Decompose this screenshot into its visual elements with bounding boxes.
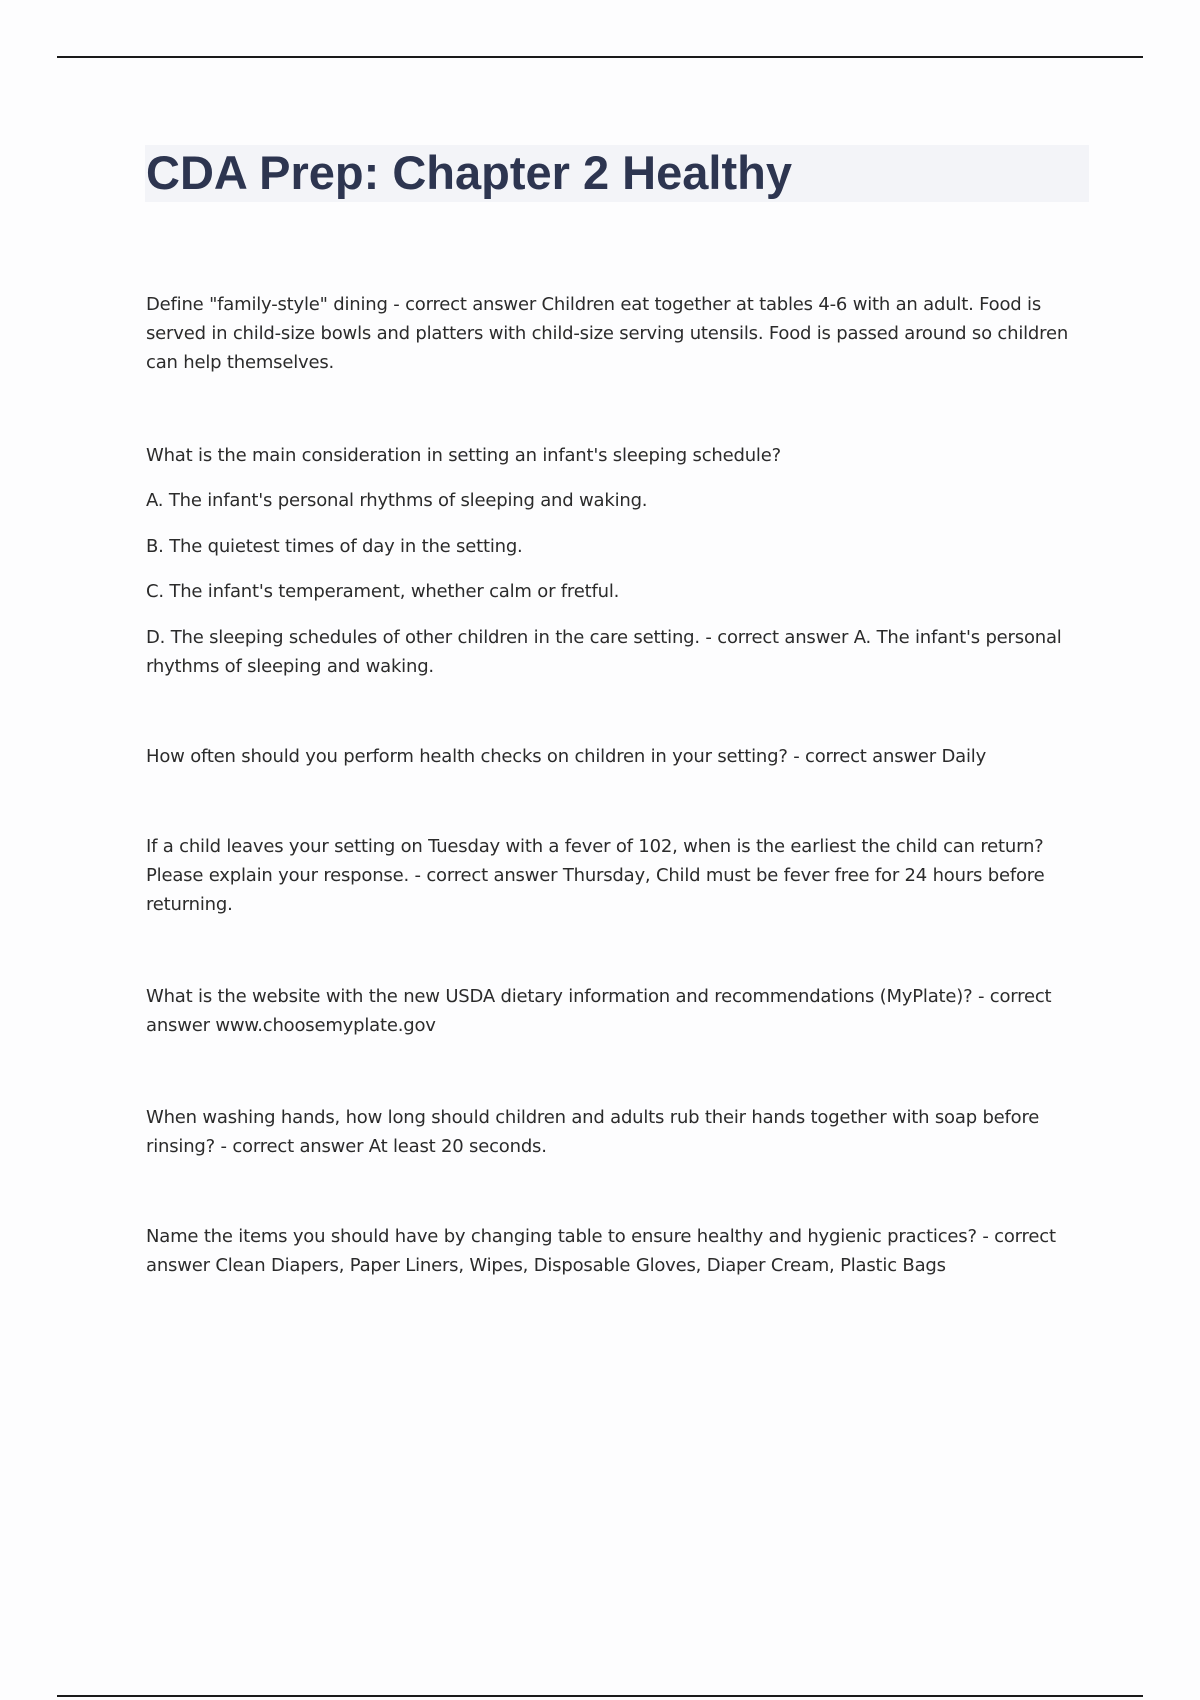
qa-usda-website: What is the website with the new USDA dietary information and recommendations (MyPlate)? - correct answer www.choosemyplate.gov [146,986,1052,1036]
option-b: B. The quietest times of day in the setting. [146,536,523,557]
bottom-rule [57,1695,1143,1697]
option-c: C. The infant's temperament, whether calm or fretful. [146,581,620,602]
top-rule [57,56,1143,58]
qa-family-style-dining: Define "family-style" dining - correct answer Children eat together at tables 4-6 with an adult. Food is served in child-size bowls and platters with child-size serving utensils. Food is passed around so children can help themselves. [146,294,1069,373]
qa-changing-table: Name the items you should have by changing table to ensure healthy and hygienic practices? - correct answer Clean Diapers, Paper Liners, Wipes, Disposable Gloves, Diaper Cream, Plastic Bags [146,1226,1056,1276]
document-title: CDA Prep: Chapter 2 Healthy [146,146,792,199]
qa-fever-return: If a child leaves your setting on Tuesday with a fever of 102, when is the earliest the child can return? Please explain your response. - correct answer Thursday, Child must be fever free for 24 hours before returning. [146,836,1045,915]
question-infant-sleep: What is the main consideration in setting an infant's sleeping schedule? [146,445,781,466]
option-a: A. The infant's personal rhythms of sleeping and waking. [146,490,648,511]
qa-health-checks: How often should you perform health checks on children in your setting? - correct answer Daily [146,746,987,767]
qa-hand-washing: When washing hands, how long should children and adults rub their hands together with soap before rinsing? - correct answer At least 20 seconds. [146,1107,1040,1157]
option-d-with-answer: D. The sleeping schedules of other children in the care setting. - correct answer A. The infant's personal rhythms of sleeping and waking. [146,627,1062,677]
